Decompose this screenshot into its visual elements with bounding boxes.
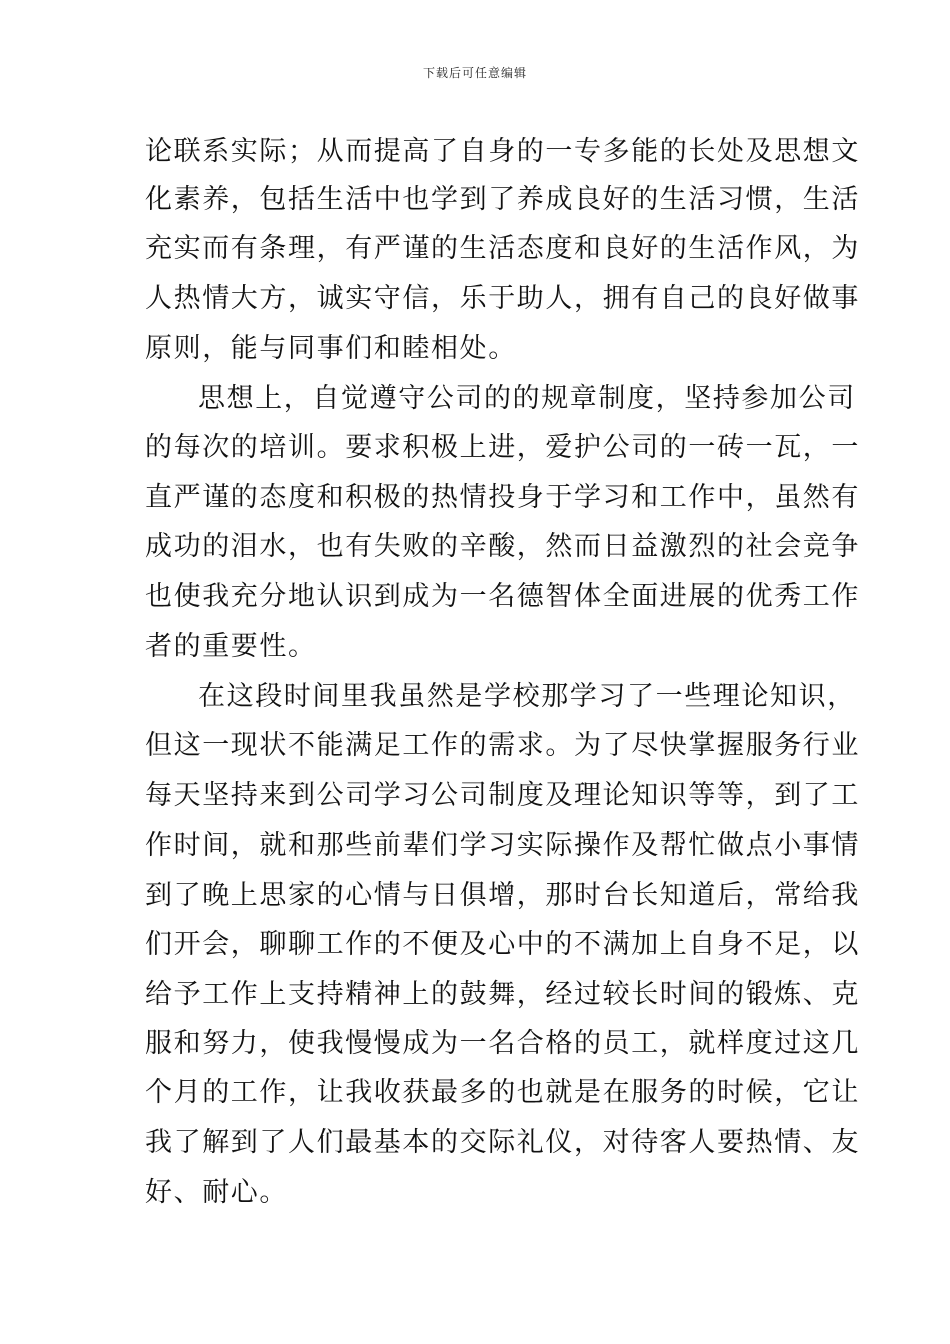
text-line: 人热情大方，诚实守信，乐于助人，拥有自己的良好做事 [145, 283, 860, 314]
text-line: 论联系实际；从而提高了自身的一专多能的长处及思想文 [145, 136, 860, 167]
text-line: 好、耐心。 [145, 1177, 288, 1208]
text-line: 充实而有条理，有严谨的生活态度和良好的生活作风，为 [145, 233, 860, 264]
text-line: 们开会，聊聊工作的不便及心中的不满加上自身不足，以 [145, 929, 860, 960]
text-line: 化素养，包括生活中也学到了养成良好的生活习惯，生活 [145, 184, 860, 215]
page-header: 下载后可任意编辑 [422, 66, 527, 80]
text-line: 也使我充分地认识到成为一名德智体全面进展的优秀工作 [145, 581, 860, 612]
text-line: 给予工作上支持精神上的鼓舞，经过较长时间的锻炼、克 [145, 979, 860, 1010]
text-line: 服和努力，使我慢慢成为一名合格的员工，就样度过这几 [145, 1028, 860, 1059]
text-line: 但这一现状不能满足工作的需求。为了尽快掌握服务行业 [145, 730, 860, 761]
text-line: 原则，能与同事们和睦相处。 [145, 333, 517, 364]
text-line: 者的重要性。 [145, 631, 317, 662]
text-line: 直严谨的态度和积极的热情投身于学习和工作中，虽然有 [145, 482, 860, 513]
text-line: 每天坚持来到公司学习公司制度及理论知识等等，到了工 [145, 780, 860, 811]
text-line: 个月的工作，让我收获最多的也就是在服务的时候，它让 [145, 1077, 860, 1108]
text-line: 到了晚上思家的心情与日俱增，那时台长知道后，常给我 [145, 880, 860, 911]
text-line: 在这段时间里我虽然是学校那学习了一些理论知识， [198, 681, 856, 712]
text-line: 我了解到了人们最基本的交际礼仪，对待客人要热情、友 [145, 1127, 860, 1158]
text-line: 的每次的培训。要求积极上进，爱护公司的一砖一瓦，一 [145, 432, 860, 463]
text-line: 思想上，自觉遵守公司的的规章制度，坚持参加公司 [198, 383, 856, 414]
text-line: 成功的泪水，也有失败的辛酸，然而日益激烈的社会竞争 [145, 531, 860, 562]
text-line: 作时间，就和那些前辈们学习实际操作及帮忙做点小事情 [145, 830, 860, 861]
